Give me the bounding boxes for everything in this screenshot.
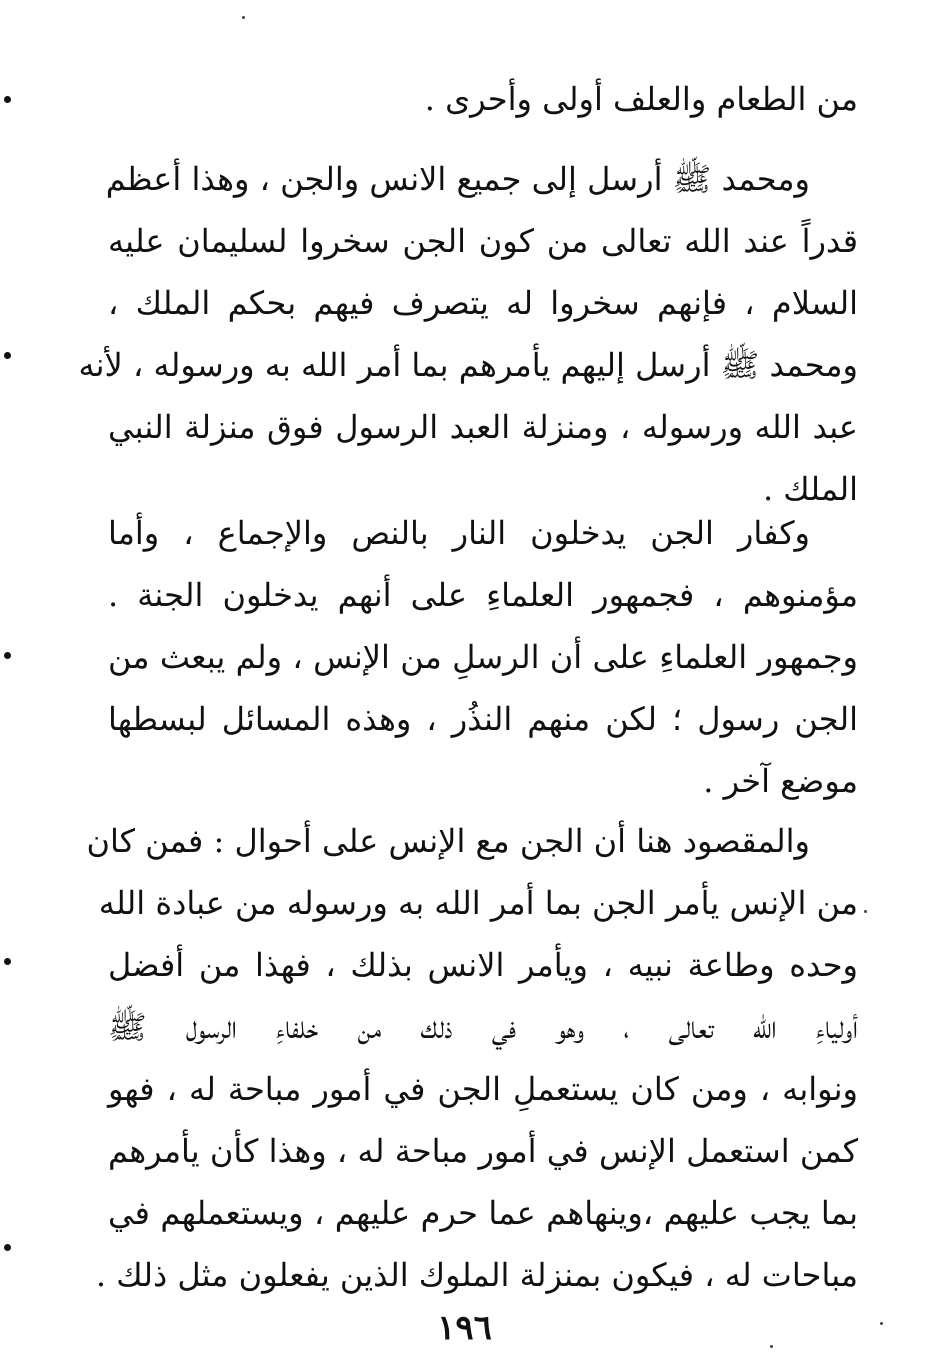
text-line: وحده وطاعة نبيه ، ويأمر الانس بذلك ، فهذا من أفضل [108, 946, 858, 984]
scan-speck-icon [770, 1345, 773, 1348]
text-line: مباحات له ، فيكون بمنزلة الملوك الذين يفعلون مثل ذلك . [95, 1256, 858, 1294]
scan-dot-icon [4, 958, 11, 965]
text-line: أولياءِ الله تعالى ، وهو في ذلك من خلفاءِ الرسول ﷺ [108, 1008, 858, 1046]
text-line: قدراً عند الله تعالى من كون الجن سخروا لسليمان عليه [108, 222, 858, 260]
text-line: مؤمنوهم ، فجمهور العلماءِ على أنهم يدخلون الجنة . [108, 576, 858, 614]
scan-speck-icon [242, 16, 245, 19]
paragraph-4 [86, 810, 859, 1306]
text-line: عبد الله ورسوله ، ومنزلة العبد الرسول فوق منزلة النبي [108, 408, 859, 446]
text-line: السلام ، فإنهم سخروا له يتصرف فيهم بحكم الملك ، [108, 284, 858, 322]
text-line: والمقصود هنا أن الجن مع الإنس على أحوال : فمن كان [86, 822, 810, 860]
text-line: الجن رسول ؛ لكن منهم النذُر ، وهذه المسائل لبسطها [108, 700, 859, 738]
paragraph-3 [108, 502, 858, 812]
text-line: كمن استعمل الإنس في أمور مباحة له ، وهذا كأن يأمرهم [108, 1132, 859, 1170]
scan-dot-icon [4, 652, 11, 659]
text-line: من الإنس يأمر الجن بما أمر الله به ورسوله من عبادة الله [98, 884, 858, 922]
paragraph-1 [108, 68, 858, 130]
text-line: ومحمد ﷺ أرسل إليهم يأمرهم بما أمر الله به ورسوله ، لأنه [78, 346, 858, 384]
text-line: وكفار الجن يدخلون النار بالنص والإجماع ، وأما [108, 514, 810, 552]
paragraph-2 [78, 148, 859, 520]
text-line: موضع آخر . [703, 762, 858, 800]
scan-dot-icon [4, 96, 11, 103]
scan-speck-icon [880, 1322, 883, 1325]
text-line: ومحمد ﷺ أرسل إلى جميع الانس والجن ، وهذا أعظم [105, 160, 810, 198]
text-line: وجمهور العلماءِ على أن الرسلِ من الإنس ، ولم يبعث من [108, 638, 858, 676]
scan-dot-icon [4, 1244, 11, 1251]
text-line: بما يجب عليهم ،وينهاهم عما حرم عليهم ، ويستعملهم في [108, 1194, 858, 1232]
scan-speck-icon [864, 910, 867, 913]
text-line: ونوابه ، ومن كان يستعملِ الجن في أمور مباحة له ، فهو [108, 1070, 858, 1108]
scan-dot-icon [4, 352, 11, 359]
text-line: من الطعام والعلف أولى وأحرى . [424, 80, 858, 118]
text-line: الملك . [762, 470, 858, 508]
page-number: ١٩٦ [437, 1308, 492, 1348]
